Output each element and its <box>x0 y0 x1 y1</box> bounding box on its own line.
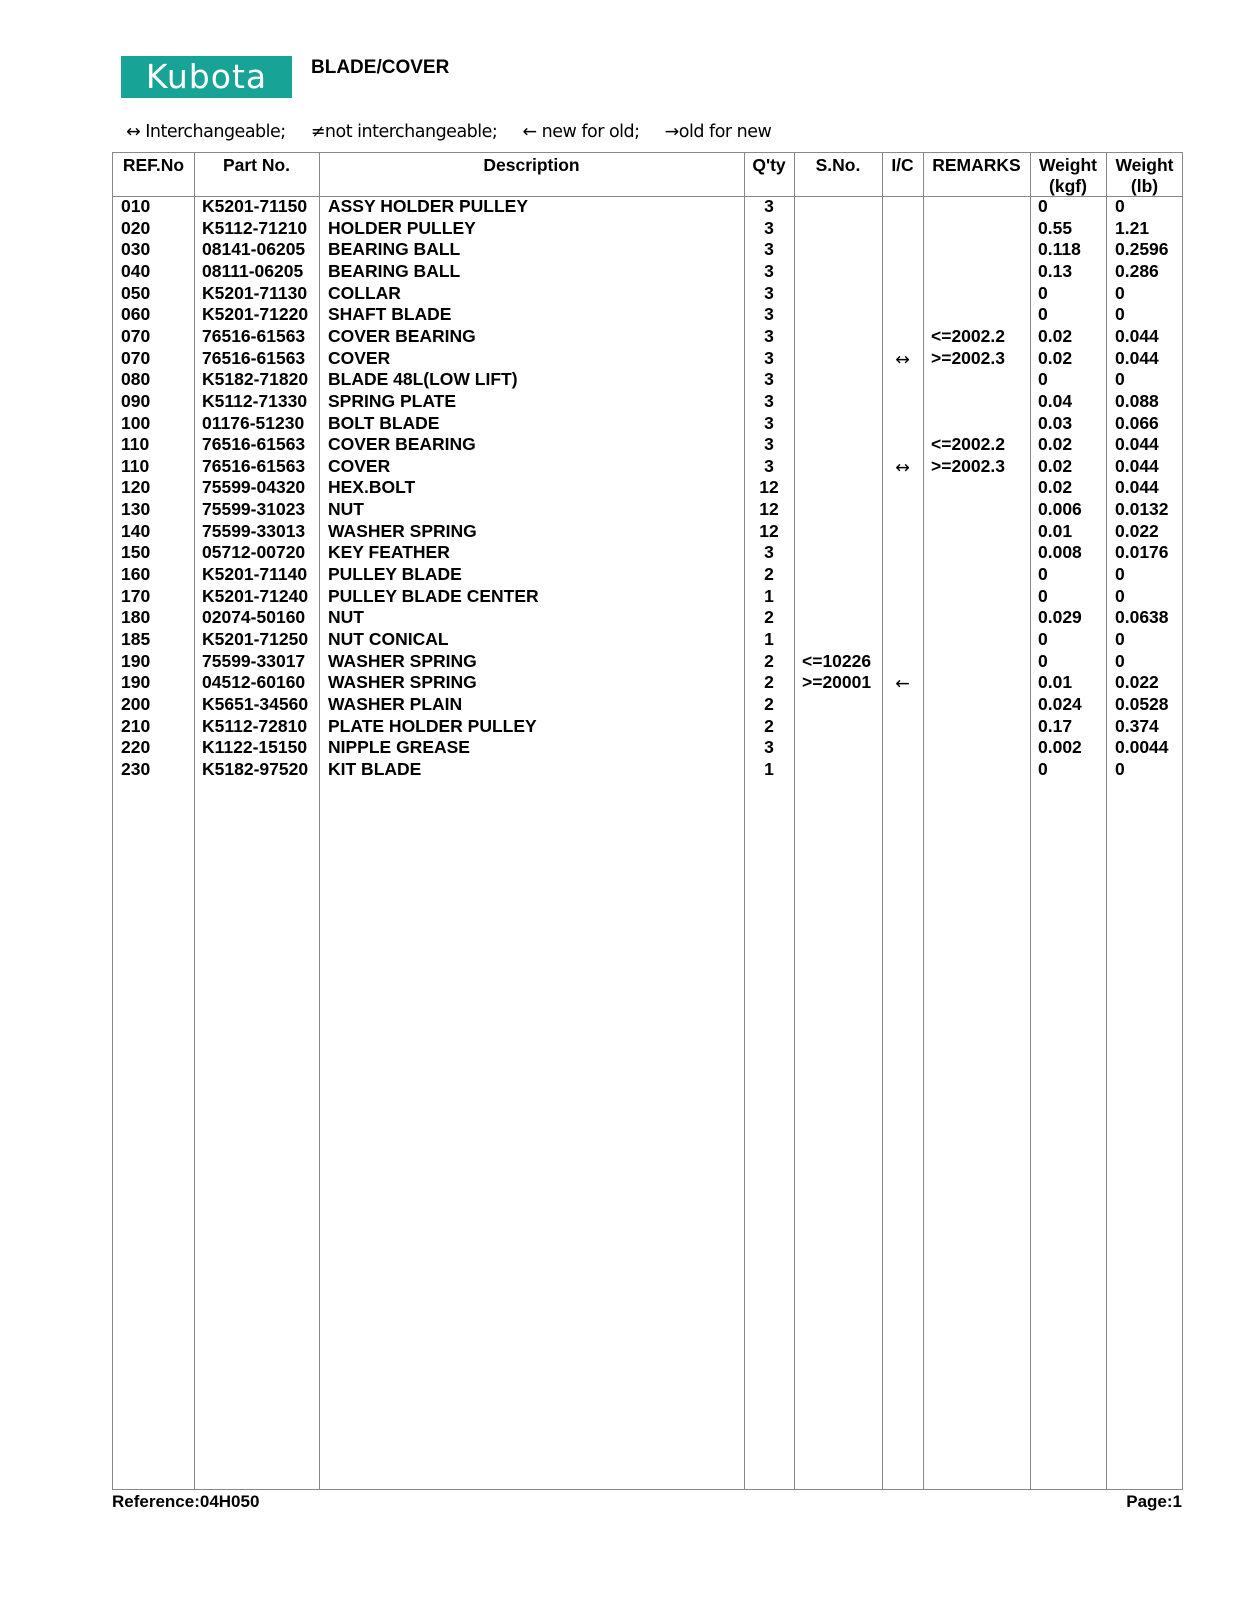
page-number: Page:1 <box>1126 1492 1182 1511</box>
cell-part-no: 76516-61563 <box>202 347 306 368</box>
cell-remarks: <=2002.2 <box>931 325 1005 346</box>
cell-weight-kgf: 0.006 <box>1038 499 1082 520</box>
cell-weight-kgf: 0.13 <box>1038 260 1073 281</box>
cell-description: PLATE HOLDER PULLEY <box>328 715 537 736</box>
cell-qty: 1 <box>764 629 774 649</box>
table-row <box>113 629 1182 651</box>
cell-qty: 3 <box>764 239 774 260</box>
cell-weight-lb: 0 <box>1115 282 1125 303</box>
cell-weight-kgf: 0.02 <box>1038 477 1073 498</box>
table-row <box>113 694 1182 716</box>
table-row <box>113 261 1182 283</box>
cell-part-no: 76516-61563 <box>202 455 306 476</box>
reference-code: Reference:04H050 <box>112 1492 260 1511</box>
cell-part-no: K5651-34560 <box>202 693 309 714</box>
cell-part-no: 76516-61563 <box>202 325 306 346</box>
cell-qty: 2 <box>764 650 774 671</box>
cell-qty: 3 <box>764 304 774 325</box>
table-row <box>113 564 1182 586</box>
cell-ref-no: 110 <box>121 455 150 476</box>
cell-weight-lb: 0.044 <box>1115 455 1159 476</box>
cell-weight-kgf: 0.024 <box>1038 693 1082 714</box>
table-row <box>113 218 1182 240</box>
table-row <box>113 607 1182 629</box>
cell-qty: 3 <box>764 325 774 346</box>
cell-qty: 2 <box>764 607 774 628</box>
cell-ref-no: 080 <box>121 369 151 390</box>
header-weight-kgf: Weight (kgf) <box>1038 155 1097 196</box>
table-row <box>113 477 1182 499</box>
cell-weight-lb: 0.374 <box>1115 715 1159 736</box>
cell-weight-kgf: 0.02 <box>1038 434 1073 455</box>
cell-ref-no: 140 <box>121 520 151 541</box>
cell-weight-kgf: 0 <box>1038 758 1048 779</box>
cell-weight-lb: 0 <box>1115 304 1125 325</box>
cell-weight-lb: 0 <box>1115 629 1125 649</box>
cell-ref-no: 180 <box>121 607 151 628</box>
cell-weight-kgf: 0 <box>1038 629 1048 649</box>
header-sno: S.No. <box>815 155 861 175</box>
cell-weight-lb: 0.2596 <box>1115 239 1169 260</box>
table-row <box>113 716 1182 738</box>
cell-ref-no: 160 <box>121 564 151 585</box>
cell-weight-lb: 0.044 <box>1115 477 1159 498</box>
cell-weight-lb: 0.044 <box>1115 325 1159 346</box>
cell-weight-lb: 0.0638 <box>1115 607 1169 628</box>
cell-description: WASHER PLAIN <box>328 693 463 714</box>
header-part-no: Part No. <box>222 155 291 175</box>
cell-weight-kgf: 0.029 <box>1038 607 1082 628</box>
header-remarks: REMARKS <box>932 155 1021 175</box>
cell-sno: >=20001 <box>802 672 872 693</box>
cell-qty: 3 <box>764 390 774 411</box>
cell-ref-no: 200 <box>121 693 151 714</box>
cell-description: HEX.BOLT <box>328 477 416 498</box>
cell-weight-lb: 0.286 <box>1115 260 1159 281</box>
cell-ref-no: 090 <box>121 390 151 411</box>
cell-weight-lb: 0.022 <box>1115 672 1159 693</box>
cell-description: BOLT BLADE <box>328 412 440 433</box>
table-row <box>113 521 1182 543</box>
cell-ref-no: 070 <box>121 347 151 368</box>
cell-weight-lb: 0 <box>1115 650 1125 671</box>
cell-part-no: K1122-15150 <box>202 737 308 758</box>
cell-weight-lb: 0.044 <box>1115 434 1159 455</box>
cell-part-no: K5112-71330 <box>202 390 308 411</box>
cell-description: KEY FEATHER <box>328 542 450 563</box>
cell-weight-kgf: 0.01 <box>1038 520 1073 541</box>
cell-qty: 2 <box>764 693 774 714</box>
table-row <box>113 369 1182 391</box>
cell-description: HOLDER PULLEY <box>328 217 476 238</box>
cell-description: BEARING BALL <box>328 239 461 260</box>
cell-description: WASHER SPRING <box>328 650 477 671</box>
cell-weight-lb: 0.088 <box>1115 390 1159 411</box>
cell-description: PULLEY BLADE CENTER <box>328 585 539 606</box>
table-row <box>113 196 1182 218</box>
page-title: BLADE/COVER <box>311 57 450 78</box>
cell-qty: 12 <box>759 477 779 498</box>
cell-qty: 2 <box>764 715 774 736</box>
cell-weight-kgf: 0.01 <box>1038 672 1073 693</box>
cell-description: COVER <box>328 347 391 368</box>
cell-description: NIPPLE GREASE <box>328 737 470 758</box>
header-weight-lb: Weight (lb) <box>1115 155 1174 196</box>
kubota-logo <box>121 56 292 98</box>
cell-weight-lb: 0.066 <box>1115 412 1159 433</box>
table-row <box>113 737 1182 759</box>
cell-ref-no: 070 <box>121 325 151 346</box>
cell-weight-lb: 0.022 <box>1115 520 1159 541</box>
cell-weight-lb: 0.0528 <box>1115 693 1169 714</box>
legend-new-for-old: ← new for old; <box>522 122 640 142</box>
table-row <box>113 326 1182 348</box>
cell-weight-kgf: 0.17 <box>1038 715 1073 736</box>
cell-description: SPRING PLATE <box>328 390 457 411</box>
cell-ref-no: 210 <box>121 715 151 736</box>
cell-description: WASHER SPRING <box>328 672 477 693</box>
cell-qty: 3 <box>764 282 774 303</box>
cell-description: NUT <box>328 499 364 520</box>
cell-qty: 3 <box>764 455 774 476</box>
cell-weight-kgf: 0.55 <box>1038 217 1073 238</box>
cell-part-no: 75599-04320 <box>202 477 306 498</box>
cell-weight-kgf: 0.008 <box>1038 542 1082 563</box>
table-row <box>113 456 1182 478</box>
header-description: Description <box>483 155 580 175</box>
table-row <box>113 283 1182 305</box>
cell-weight-lb: 0 <box>1115 196 1125 216</box>
cell-weight-kgf: 0.04 <box>1038 390 1073 411</box>
cell-qty: 3 <box>764 412 774 433</box>
table-row <box>113 348 1182 370</box>
legend-interchangeable: ↔ Interchangeable; <box>126 122 286 142</box>
cell-ref-no: 190 <box>121 650 151 671</box>
cell-weight-kgf: 0 <box>1038 282 1048 303</box>
cell-weight-lb: 0.044 <box>1115 347 1159 368</box>
cell-remarks: <=2002.2 <box>931 434 1005 455</box>
logo-text: Kubota <box>145 57 268 96</box>
table-row <box>113 759 1182 781</box>
cell-part-no: 05712-00720 <box>202 542 306 563</box>
cell-part-no: 08111-06205 <box>202 260 304 281</box>
cell-ref-no: 220 <box>121 737 151 758</box>
cell-ref-no: 040 <box>121 260 151 281</box>
table-row <box>113 651 1182 673</box>
cell-part-no: 75599-31023 <box>202 499 306 520</box>
cell-description: SHAFT BLADE <box>328 304 452 325</box>
cell-description: COLLAR <box>328 282 401 303</box>
table-row <box>113 391 1182 413</box>
cell-description: BEARING BALL <box>328 260 461 281</box>
table-row <box>113 672 1182 694</box>
cell-ref-no: 030 <box>121 239 151 260</box>
cell-qty: 3 <box>764 737 774 758</box>
cell-part-no: 08141-06205 <box>202 239 306 260</box>
cell-description: ASSY HOLDER PULLEY <box>328 196 528 216</box>
cell-part-no: K5182-71820 <box>202 369 309 390</box>
cell-weight-kgf: 0 <box>1038 369 1048 390</box>
cell-qty: 2 <box>764 672 774 693</box>
cell-weight-kgf: 0 <box>1038 585 1048 606</box>
cell-weight-lb: 0.0176 <box>1115 542 1169 563</box>
cell-qty: 3 <box>764 369 774 390</box>
cell-qty: 3 <box>764 217 774 238</box>
cell-part-no: 02074-50160 <box>202 607 306 628</box>
parts-table <box>112 152 1183 1490</box>
cell-description: NUT CONICAL <box>328 629 449 649</box>
cell-weight-lb: 0 <box>1115 758 1125 779</box>
cell-ic: ↔ <box>895 349 910 370</box>
cell-part-no: K5201-71150 <box>202 196 308 216</box>
header-ref-no: REF.No <box>122 155 185 175</box>
cell-part-no: K5112-72810 <box>202 715 308 736</box>
cell-description: COVER BEARING <box>328 434 476 455</box>
cell-description: COVER BEARING <box>328 325 476 346</box>
table-row <box>113 413 1182 435</box>
cell-description: NUT <box>328 607 364 628</box>
cell-part-no: 01176-51230 <box>202 412 305 433</box>
cell-part-no: 75599-33013 <box>202 520 306 541</box>
cell-weight-lb: 0 <box>1115 369 1125 390</box>
cell-weight-kgf: 0 <box>1038 650 1048 671</box>
cell-part-no: 75599-33017 <box>202 650 306 671</box>
cell-ref-no: 010 <box>121 196 151 216</box>
cell-ref-no: 190 <box>121 672 151 693</box>
cell-qty: 3 <box>764 434 774 455</box>
cell-ref-no: 130 <box>121 499 151 520</box>
cell-weight-kgf: 0.03 <box>1038 412 1073 433</box>
cell-ref-no: 120 <box>121 477 151 498</box>
cell-description: BLADE 48L(LOW LIFT) <box>328 369 518 390</box>
table-row <box>113 434 1182 456</box>
cell-qty: 12 <box>759 520 779 541</box>
cell-weight-lb: 0 <box>1115 564 1125 585</box>
cell-description: COVER <box>328 455 391 476</box>
cell-ref-no: 185 <box>121 629 151 649</box>
cell-weight-lb: 0.0132 <box>1115 499 1169 520</box>
legend <box>126 122 791 142</box>
cell-sno: <=10226 <box>802 650 872 671</box>
table-row <box>113 499 1182 521</box>
header-qty: Q'ty <box>752 155 786 175</box>
cell-part-no: K5112-71210 <box>202 217 308 238</box>
cell-ref-no: 050 <box>121 282 151 303</box>
cell-weight-lb: 1.21 <box>1115 217 1150 238</box>
cell-ref-no: 060 <box>121 304 151 325</box>
cell-part-no: K5201-71250 <box>202 629 309 649</box>
cell-part-no: 04512-60160 <box>202 672 306 693</box>
header-ic: I/C <box>891 155 914 175</box>
cell-part-no: 76516-61563 <box>202 434 306 455</box>
cell-qty: 12 <box>759 499 779 520</box>
cell-ref-no: 150 <box>121 542 151 563</box>
cell-description: WASHER SPRING <box>328 520 477 541</box>
cell-weight-kgf: 0 <box>1038 196 1048 216</box>
cell-weight-kgf: 0.02 <box>1038 455 1073 476</box>
cell-ref-no: 100 <box>121 412 151 433</box>
cell-qty: 3 <box>764 542 774 563</box>
cell-weight-kgf: 0.02 <box>1038 347 1073 368</box>
cell-remarks: >=2002.3 <box>931 347 1005 368</box>
cell-part-no: K5201-71140 <box>202 564 308 585</box>
cell-weight-kgf: 0.02 <box>1038 325 1073 346</box>
cell-weight-kgf: 0 <box>1038 304 1048 325</box>
cell-weight-lb: 0 <box>1115 585 1125 606</box>
cell-weight-kgf: 0 <box>1038 564 1048 585</box>
cell-ref-no: 110 <box>121 434 150 455</box>
table-row <box>113 239 1182 261</box>
cell-part-no: K5182-97520 <box>202 758 309 779</box>
cell-part-no: K5201-71240 <box>202 585 309 606</box>
cell-qty: 1 <box>764 758 774 779</box>
cell-part-no: K5201-71220 <box>202 304 309 325</box>
cell-ref-no: 230 <box>121 758 151 779</box>
cell-weight-kgf: 0.002 <box>1038 737 1082 758</box>
table-row <box>113 304 1182 326</box>
cell-ic: ← <box>895 674 910 695</box>
table-row <box>113 542 1182 564</box>
cell-qty: 3 <box>764 260 774 281</box>
cell-ref-no: 020 <box>121 217 151 238</box>
legend-not-interchangeable: ≠not interchangeable; <box>310 122 498 142</box>
cell-ic: ↔ <box>895 457 910 478</box>
table-row <box>113 586 1182 608</box>
cell-part-no: K5201-71130 <box>202 282 308 303</box>
cell-qty: 1 <box>764 585 774 606</box>
cell-ref-no: 170 <box>121 585 151 606</box>
cell-remarks: >=2002.3 <box>931 455 1005 476</box>
cell-qty: 3 <box>764 347 774 368</box>
cell-weight-kgf: 0.118 <box>1038 239 1081 260</box>
legend-old-for-new: →old for new <box>664 122 772 142</box>
cell-description: PULLEY BLADE <box>328 564 462 585</box>
cell-qty: 3 <box>764 196 774 216</box>
cell-description: KIT BLADE <box>328 758 422 779</box>
cell-weight-lb: 0.0044 <box>1115 737 1169 758</box>
cell-qty: 2 <box>764 564 774 585</box>
